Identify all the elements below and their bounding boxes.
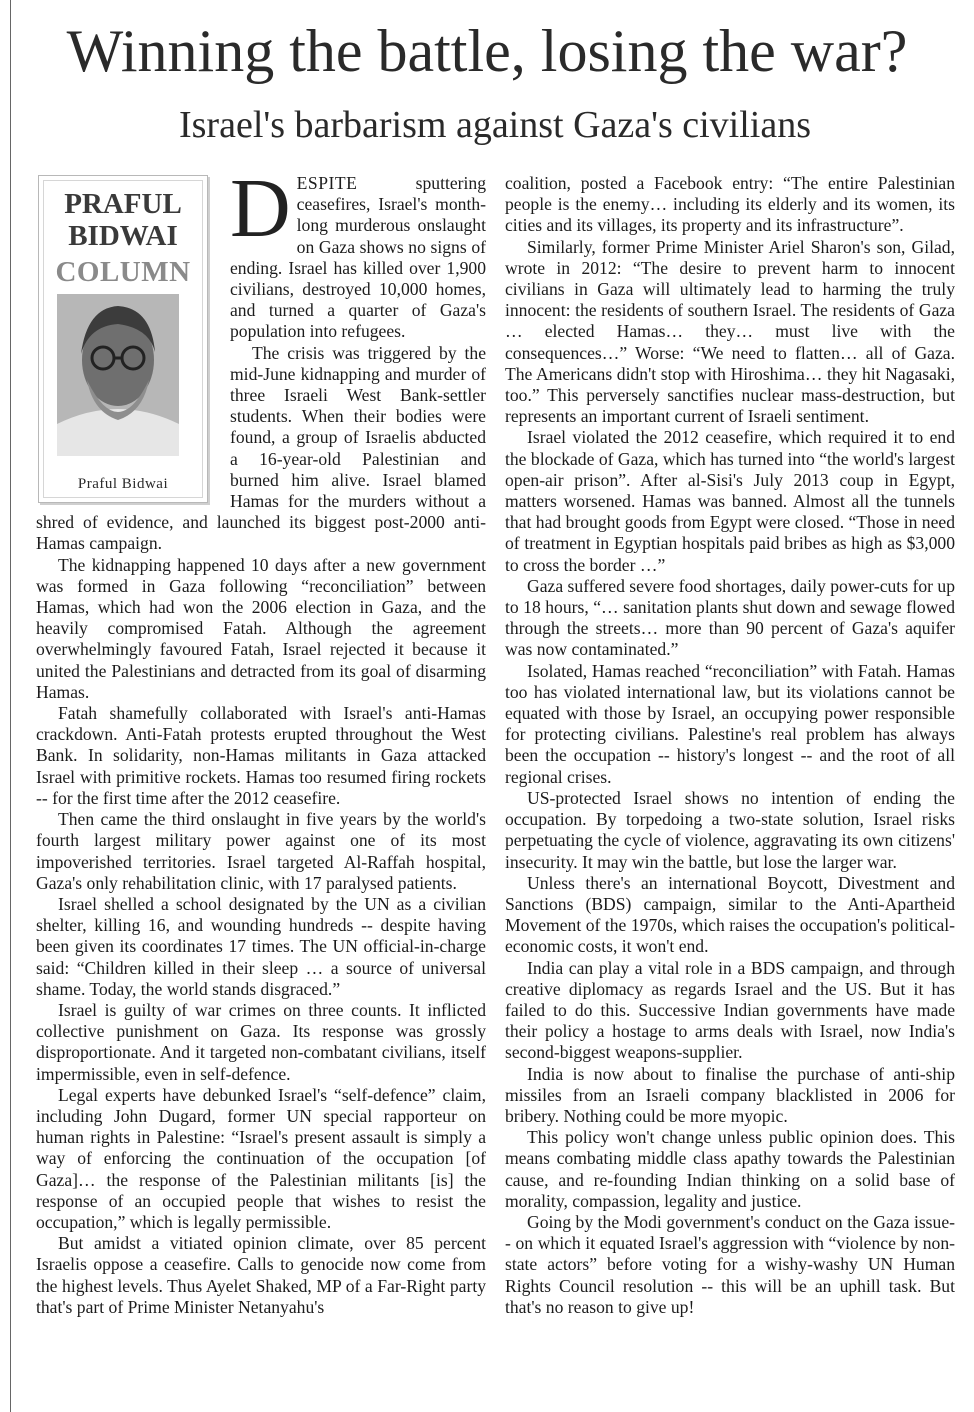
paragraph: Legal experts have debunked Israel's “self-defence” claim, including John Dugard, former UN special rapporteur on human rights in Palestine: “Israel's present assault is simply a way of enforcing the continuation of the occupation [of Gaza]… the response of the Palestinian militants [is] the response of an occupied people that wishes to resist the occupation,” which is legally permissible. (36, 1084, 486, 1232)
paragraph: Going by the Modi government's conduct on the Gaza issue-- on which it equated Israel's aggression with “violence by non-state actors” before voting for a wishy-washy UN Human Rights Council resolution -- this will be an uphill task. But that's no reason to give up! (505, 1211, 955, 1317)
article-column-2 (505, 173, 955, 1318)
paragraph: Israel violated the 2012 ceasefire, which required it to end the blockade of Gaza, which has turned into “the world's largest open-air prison”. After al-Sisi's July 2013 coup in Egypt, matters worsened. Hamas was banned. Almost all the tunnels that had brought goods from Egypt were closed. “Those in need of treatment in Egyptian hospitals paid bribes as high as $3,000 to cross the border …” (505, 427, 955, 575)
paragraph: This policy won't change unless public opinion does. This means combating middle class apathy towards the Palestinian cause, and re-founding Indian thinking on a solid base of morality, compassion, legality and justice. (505, 1127, 955, 1211)
subheadline: Israel's barbarism against Gaza's civilians (178, 104, 812, 146)
paragraph: India can play a vital role in a BDS campaign, and through creative diplomacy as regards Israel and the US. But it has failed to do this. Successive Indian governments have made their policy a hostage to arms deals with Israel, now India's second-biggest weapons-supplier. (505, 957, 955, 1063)
left-margin-rule (10, 0, 11, 1412)
paragraph: Then came the third onslaught in five years by the world's fourth largest military power against one of its most impoverished territories. Israel targeted Al-Raffah hospital, Gaza's only rehabilitation clinic, with 17 paralysed patients. (36, 809, 486, 893)
paragraph: US-protected Israel shows no intention of ending the occupation. By torpedoing a two-state solution, Israel risks perpetuating the cycle of violence, aggravating its own citizens' insecurity. It may win the battle, but lose the larger war. (505, 787, 955, 872)
article-column-1 (36, 162, 486, 1318)
author-photo (57, 294, 179, 456)
paragraph: Israel shelled a school designated by the UN as a civilian shelter, killing 16, and wounding hundreds -- despite having been given its coordinates 17 times. The UN official-in-charge said: “Children killed in their sleep … a source of universal shame. Today, the world stands disgraced.” (36, 893, 486, 999)
paragraph: Isolated, Hamas reached “reconciliation” with Fatah. Hamas too has violated international law, but its violations cannot be equated with those by Israel, an occupying power responsible for protecting civilians. Palestine's real problem has always been the occupation -- history's longest -- and the root of all regional crises. (505, 660, 955, 787)
paragraph: Unless there's an international Boycott, Divestment and Sanctions (BDS) campaign, similar to the Anti-Apartheid Movement of the 1970s, which raises the occupation's political-economic costs, it won't end. (505, 872, 955, 957)
paragraph: The kidnapping happened 10 days after a new government was formed in Gaza following “reconciliation” between Hamas, which had won the 2006 election in Gaza, and the heavily compromised Fatah. Although the agreement overwhelmingly favoured Fatah, Israel rejected it because it united the Palestinians and detracted from its goal of disarming Hamas. (36, 554, 486, 702)
drop-cap: D (230, 162, 291, 255)
column-byline-box (38, 175, 208, 503)
byline-name-first: PRAFUL (64, 188, 182, 220)
paragraph: But amidst a vitiated opinion climate, over 85 percent Israelis oppose a ceasefire. Calls to genocide now come from the highest levels. Thus Ayelet Shaked, MP of a Far-Right party that's part of Prime Minister Netanyahu's (36, 1233, 486, 1317)
photo-caption: Praful Bidwai (77, 476, 169, 492)
paragraph: Fatah shamefully collaborated with Israel's anti-Hamas crackdown. Anti-Fatah protests erupted throughout the West Bank. In solidarity, non-Hamas militants in Gaza attacked Israel with primitive rockets. Hamas too resumed firing rockets -- for the first time after the 2012 ceasefire. (36, 703, 486, 808)
paragraph-continued: coalition, posted a Facebook entry: “The entire Palestinian people is the enemy… including its elderly and its women, its cities and its villages, its property and its infrastructure”. (505, 173, 955, 236)
paragraph: Gaza suffered severe food shortages, daily power-cuts for up to 18 hours, “… sanitation plants shut down and sewage flowed through the streets… more than 90 percent of Gaza's aquifer was now contaminated.” (505, 575, 955, 660)
paragraph: India is now about to finalise the purchase of anti-ship missiles from an Israeli company blacklisted in 2006 for bribery. Nothing could be more myopic. (505, 1063, 955, 1126)
byline-name-last: BIDWAI (68, 220, 178, 252)
lead-text: sputtering ceasefires, Israel's month-long murderous onslaught on Gaza shows no signs of ending. Israel has killed over 1,900 civilians, destroyed 10,000 homes, and turned a quarter of Gaza's population into refugees. (230, 173, 486, 342)
paragraph: The crisis was triggered by the mid-June kidnapping and murder of three Israeli West Bank-settler students. When their bodies were found, a group of Israelis abducted a 16-year-old Palestinian and burned him alive. Israel blamed Hamas for the murders without a shred of evidence, and launched its biggest post-2000 anti-Hamas campaign. (36, 342, 486, 554)
byline-column-label: COLUMN (55, 256, 191, 288)
headline: Winning the battle, losing the war? (66, 18, 908, 84)
paragraph: Israel is guilty of war crimes on three counts. It inflicted collective punishment on Gaza. Its response was grossly disproportionate. And it targeted non-combatant civilians, itself impermissible, even in self-defence. (36, 999, 486, 1084)
lead-first-words: ESPITE (296, 173, 358, 193)
author-portrait-image (57, 294, 179, 456)
paragraph: Similarly, former Prime Minister Ariel Sharon's son, Gilad, wrote in 2012: “The desire to prevent harm to innocent civilians in Gaza will ultimately lead to harming the truly innocent: the residents of southern Israel. The residents of Gaza … elected Hamas… they… must live with the consequences…” Worse: “We need to flatten… all of Gaza. The Americans didn't stop with Hiroshima… they hit Nagasaki, too.” This perversely sanctifies nuclear mass-destruction, but represents an important current of Israeli sentiment. (505, 236, 955, 427)
